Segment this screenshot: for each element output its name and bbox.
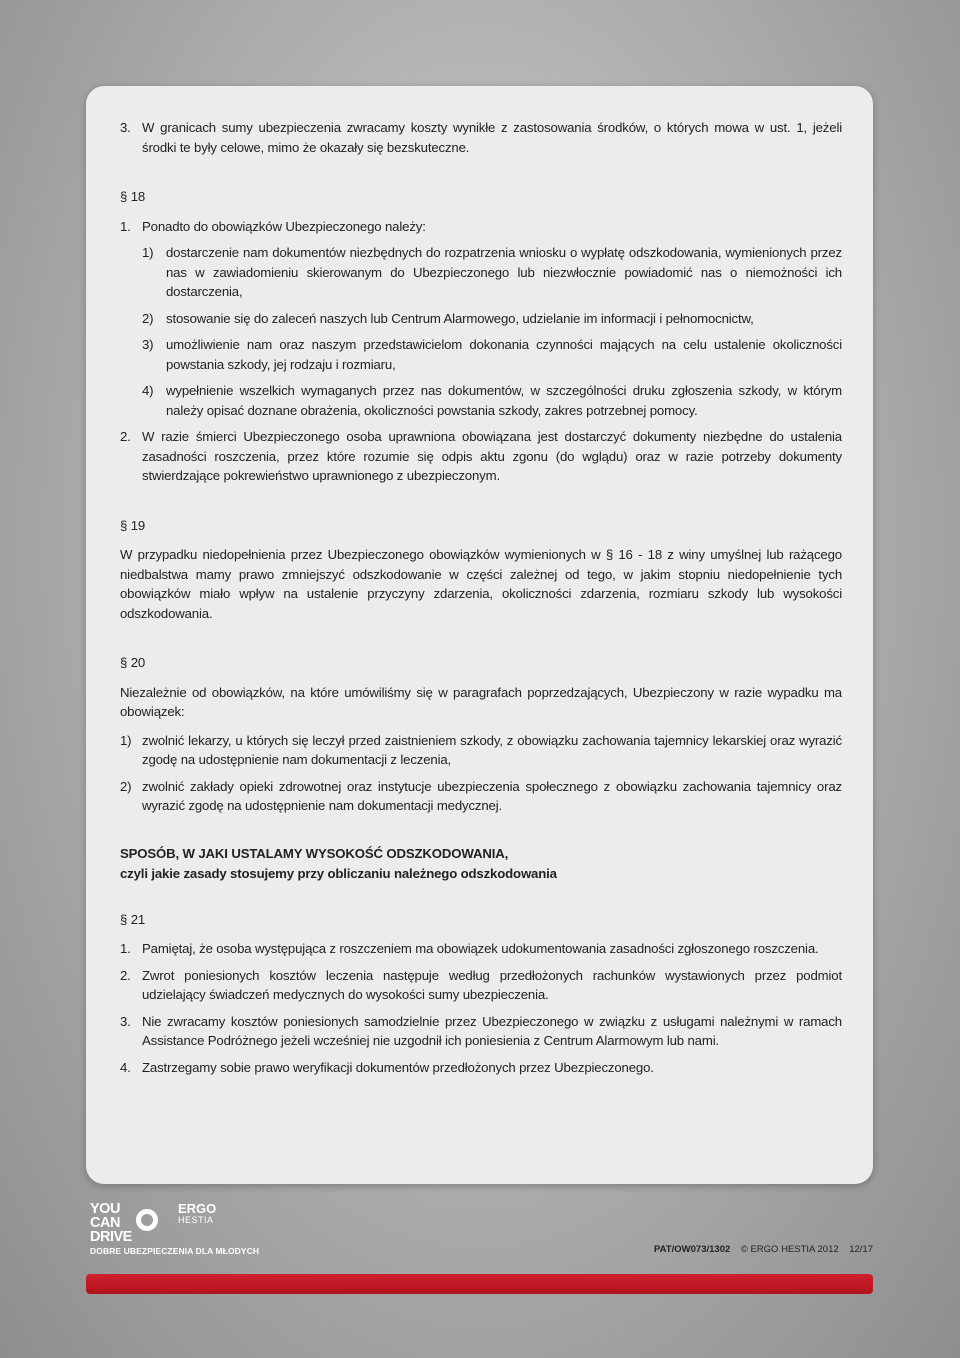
list-item: [120, 939, 842, 959]
item-number: 1): [120, 732, 132, 748]
item-text: Zastrzegamy sobie prawo weryfikacji dokumentów przedłożonych przez Ubezpieczonego.: [142, 1059, 654, 1075]
copyright: © ERGO HESTIA 2012: [740, 1244, 839, 1255]
section-20-list: [120, 731, 842, 816]
obligations-list: [142, 243, 842, 420]
list-item: [142, 243, 842, 302]
item-text: Pamiętaj, że osoba występująca z roszczeniem ma obowiązek udokumentowania zasadności zgłoszonego roszczenia.: [142, 941, 819, 956]
item-number: 3): [142, 337, 154, 352]
you-can-drive-logo: [90, 1200, 240, 1248]
list-item: [142, 309, 842, 329]
heading-line-2: czyli jakie zasady stosujemy przy obliczaniu należnego odszkodowania: [120, 865, 557, 881]
item-number: 1): [142, 245, 154, 260]
item-number: 4.: [120, 1059, 131, 1075]
item-number: 1.: [120, 941, 131, 956]
item-text: wypełnienie wszelkich wymaganych przez nas dokumentów, w szczególności druku zgłoszenia szkody, w którym należy opisać doznane obrażenia, okoliczności powstania szkody, zakres potrzebnej pomocy.: [166, 383, 842, 418]
list-item: [120, 777, 842, 816]
heading-line-1: SPOSÓB, W JAKI USTALAMY WYSOKOŚĆ ODSZKODOWANIA,: [120, 845, 509, 861]
item-text: dostarczenie nam dokumentów niezbędnych do rozpatrzenia wniosku o wypłatę odszkodowania, wymienionych przez nas w zawiadomieniu skierowanym do Ubezpieczonego lub niezwłocznie powiadomić nas o niemożności ich dostarczenia,: [166, 245, 842, 299]
item-number: 2.: [120, 967, 131, 983]
list-item: [120, 1058, 842, 1078]
item-text: stosowanie się do zaleceń naszych lub Centrum Alarmowego, udzielanie im informacji i pełnomocnictw,: [166, 310, 754, 326]
item-number: 2.: [120, 429, 131, 444]
list-item: [120, 966, 842, 1005]
item-number: 3.: [120, 120, 131, 135]
section-20-title: § 20: [120, 655, 146, 670]
paragraph-1: [120, 217, 842, 237]
item-text: W razie śmierci Ubezpieczonego osoba uprawniona obowiązana jest dostarczyć dokumenty niezbędne do ustalenia zasadności roszczenia, przez które rozumie się odpis aktu zgonu (do wglądu) oraz w razie potrzeby dokumenty stwierdzające pokrewieństwo uprawnionego z ubezpieczonym.: [142, 429, 842, 483]
item-number: 3.: [120, 1013, 131, 1029]
footer-info: [654, 1244, 873, 1255]
logo-wordmark: YOU CAN DRIVE: [90, 1201, 132, 1245]
red-footer-bar: [86, 1274, 873, 1294]
section-19-text: W przypadku niedopełnienia przez Ubezpieczonego obowiązków wymienionych w § 16 - 18 z winy umyślnej lub rażącego niedbalstwa mamy prawo zmniejszyć odszkodowanie w części zależnej od tego, w jakim stopniu niedopełnienie tych obowiązków miało wpływ na ustalenie przyczyny zdarzenia, okoliczności zdarzenia, rozmiaru szkody lub wysokości odszkodowania.: [120, 547, 842, 621]
section-21-title: § 21: [120, 911, 146, 927]
tagline: DOBRE UBEZPIECZENIA DLA MŁODYCH: [90, 1246, 260, 1256]
list-item: [142, 381, 842, 420]
item-text: W granicach sumy ubezpieczenia zwracamy koszty wynikłe z zastosowania środków, o których mowa w ust. 1, jeżeli środki te były celowe, mimo że okazały się bezskuteczne.: [142, 120, 842, 155]
list-item: [120, 1012, 842, 1051]
page-number: 12/17: [849, 1244, 873, 1255]
list-item: [120, 731, 842, 770]
item-text: Nie zwracamy kosztów poniesionych samodzielnie przez Ubezpieczonego w związku z usługami należnymi w ramach Assistance Podróżnego jeżeli wcześniej nie uzgodnił ich poniesienia z Centrum Alarmowym lub nami.: [142, 1013, 842, 1048]
item-number: 2): [120, 778, 132, 794]
section-18-title: § 18: [120, 189, 146, 204]
document-code: PAT/OW073/1302: [654, 1244, 731, 1255]
item-number: 4): [142, 383, 154, 398]
hestia-logo-text: HESTIA: [178, 1215, 214, 1225]
paragraph-2: [120, 427, 842, 486]
item-text: zwolnić lekarzy, u których się leczył przed zaistnieniem szkody, z obowiązku zachowania tajemnicy lekarskiej oraz wyrazić zgodę na udostępnienie nam dokumentacji z leczenia,: [142, 732, 842, 767]
item-text: Zwrot poniesionych kosztów leczenia następuje według przedłożonych rachunków wystawionych przez podmiot udzielający świadczeń medycznych do wysokości sumy ubezpieczenia.: [142, 967, 842, 1002]
ergo-logo-text: ERGO: [178, 1201, 217, 1216]
section-19-title: § 19: [120, 517, 146, 533]
item-text: umożliwienie nam oraz naszym przedstawicielom dokonania czynności mających na celu ustalenie okoliczności powstania szkody, jej rodzaju i rozmiaru,: [166, 337, 842, 372]
item-number: 1.: [120, 218, 131, 234]
logo-ring-icon: [136, 1209, 158, 1231]
section-20-text: Niezależnie od obowiązków, na które umówiliśmy się w paragrafach poprzedzających, Ubezpieczony w razie wypadku ma obowiązek:: [120, 684, 842, 719]
item-number: 2): [142, 310, 154, 326]
item-text: Ponadto do obowiązków Ubezpieczonego należy:: [142, 218, 426, 234]
paragraph-3: [120, 118, 842, 157]
document-body: [120, 118, 842, 1084]
section-heading: [120, 844, 842, 884]
list-item: [142, 335, 842, 374]
item-text: zwolnić zakłady opieki zdrowotnej oraz instytucje ubezpieczenia społecznego z obowiązku zachowania tajemnicy oraz wyrazić zgodę na udostępnienie nam dokumentacji medycznej.: [142, 778, 842, 813]
